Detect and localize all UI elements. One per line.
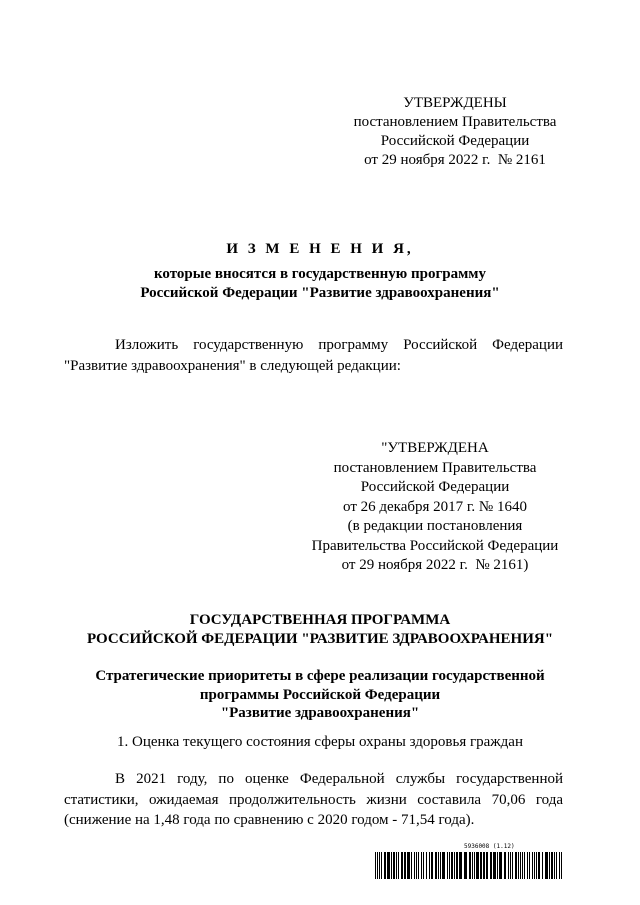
barcode-bar: [381, 852, 382, 879]
approval-line: Российской Федерации: [360, 479, 510, 495]
barcode-bar: [454, 852, 455, 879]
barcode-bars: [375, 852, 565, 879]
barcode-bar: [438, 852, 439, 879]
barcode-bar: [469, 852, 471, 879]
barcode-bar: [404, 852, 406, 879]
barcode-bar: [559, 852, 560, 879]
barcode-bar: [486, 852, 488, 879]
barcode-bar: [532, 852, 533, 879]
barcode-bar: [508, 852, 509, 879]
barcode-bar: [429, 852, 430, 879]
program-title-line: ГОСУДАРСТВЕННАЯ ПРОГРАММА: [189, 612, 451, 628]
barcode-bar: [551, 852, 553, 879]
barcode-bar: [431, 852, 433, 879]
barcode-bar: [504, 852, 506, 879]
changes-subtitle: [60, 265, 580, 303]
barcode-bar: [529, 852, 530, 879]
barcode-bar: [497, 852, 498, 879]
barcode-bar: [536, 852, 537, 879]
barcode-bar: [493, 852, 496, 879]
barcode-bar: [561, 852, 562, 879]
barcode-bar: [401, 852, 403, 879]
barcode-bar: [472, 852, 473, 879]
barcode-bar: [377, 852, 378, 879]
barcode-bar: [414, 852, 415, 879]
barcode-bar: [510, 852, 511, 879]
barcode-bar: [515, 852, 517, 879]
approval-line: (в редакции постановления: [347, 518, 523, 534]
barcode-bar: [476, 852, 479, 879]
barcode-bar: [499, 852, 502, 879]
barcode-bar: [474, 852, 475, 879]
approval-line: от 26 декабря 2017 г. № 1640: [343, 498, 527, 515]
barcode-bar: [398, 852, 399, 879]
barcode-bar: [418, 852, 419, 879]
barcode-bar: [451, 852, 453, 879]
barcode-bar: [549, 852, 550, 879]
barcode-bar: [435, 852, 437, 879]
program-title-line: РОССИЙСКОЙ ФЕДЕРАЦИИ "РАЗВИТИЕ ЗДРАВООХРАНЕНИЯ": [86, 631, 554, 647]
approval-line: от 29 ноября 2022 г. № 2161: [364, 152, 546, 168]
barcode-bar: [534, 852, 535, 879]
barcode-bar: [396, 852, 397, 879]
barcode-bar: [449, 852, 450, 879]
barcode-bar: [426, 852, 427, 879]
barcode-bar: [527, 852, 528, 879]
barcode-bar: [538, 852, 540, 879]
approval-line: от 29 ноября 2022 г. № 2161): [341, 557, 529, 573]
barcode-bar: [524, 852, 525, 879]
barcode-bar: [379, 852, 380, 879]
approval-line: УТВЕРЖДЕНЫ: [403, 95, 507, 111]
paragraph-instruction: [64, 335, 563, 377]
barcode-bar: [456, 852, 458, 879]
approval-stamp-top: [340, 94, 570, 170]
barcode-bar: [411, 852, 412, 879]
barcode-bar: [556, 852, 557, 879]
priorities-heading-line: программы Российской Федерации: [199, 686, 441, 703]
barcode-bar: [480, 852, 482, 879]
barcode-bar: [447, 852, 448, 879]
barcode-bar: [459, 852, 462, 879]
barcode-bar: [440, 852, 441, 879]
approval-line: постановлением Правительства: [353, 114, 557, 130]
priorities-heading-line: "Развитие здравоохранения": [220, 705, 420, 721]
barcode-bar: [464, 852, 467, 879]
barcode: [375, 843, 565, 879]
barcode-bar: [518, 852, 519, 879]
approval-line: "УТВЕРЖДЕНА: [381, 440, 489, 456]
barcode-bar: [423, 852, 424, 879]
priorities-heading-line: Стратегические приоритеты в сфере реализации государственной: [95, 668, 545, 684]
barcode-bar: [407, 852, 410, 879]
barcode-bar: [520, 852, 521, 879]
barcode-bar: [375, 852, 376, 879]
priorities-heading: [60, 667, 580, 723]
barcode-bar: [545, 852, 548, 879]
barcode-bar: [490, 852, 492, 879]
paragraph-life-expectancy-text: В 2021 году, по оценке Федеральной службы государственной статистики, ожидаемая продолжительность жизни составила 70,06 года (снижение на 1,48 года по сравнению с 2020 годом - 71,54 года).: [64, 771, 563, 828]
paragraph-life-expectancy: [64, 769, 563, 831]
approval-line: Правительства Российской Федерации: [311, 537, 559, 554]
changes-title: И З М Е Н Е Н И Я,: [226, 241, 414, 257]
barcode-bar: [416, 852, 417, 879]
barcode-bar: [393, 852, 395, 879]
approval-line: Российской Федерации: [380, 133, 530, 149]
approval-line: постановлением Правительства: [333, 459, 537, 476]
changes-subtitle-line: которые вносятся в государственную программу: [153, 266, 487, 282]
barcode-bar: [522, 852, 523, 879]
barcode-bar: [442, 852, 445, 879]
barcode-bar: [421, 852, 422, 879]
paragraph-instruction-text: Изложить государственную программу Российской Федерации "Развитие здравоохранения" в следующей редакции:: [64, 337, 563, 374]
barcode-bar: [387, 852, 390, 879]
program-title: [60, 611, 580, 649]
section-1-title: 1. Оценка текущего состояния сферы охраны здоровья граждан: [117, 734, 523, 750]
barcode-bar: [483, 852, 485, 879]
barcode-bar: [542, 852, 543, 879]
barcode-label: 5936008 (1.12): [464, 843, 515, 850]
approval-stamp-inner: [305, 439, 565, 576]
changes-subtitle-line: Российской Федерации "Развитие здравоохранения": [140, 285, 500, 301]
barcode-bar: [384, 852, 386, 879]
barcode-bar: [512, 852, 513, 879]
barcode-bar: [391, 852, 392, 879]
barcode-bar: [554, 852, 555, 879]
